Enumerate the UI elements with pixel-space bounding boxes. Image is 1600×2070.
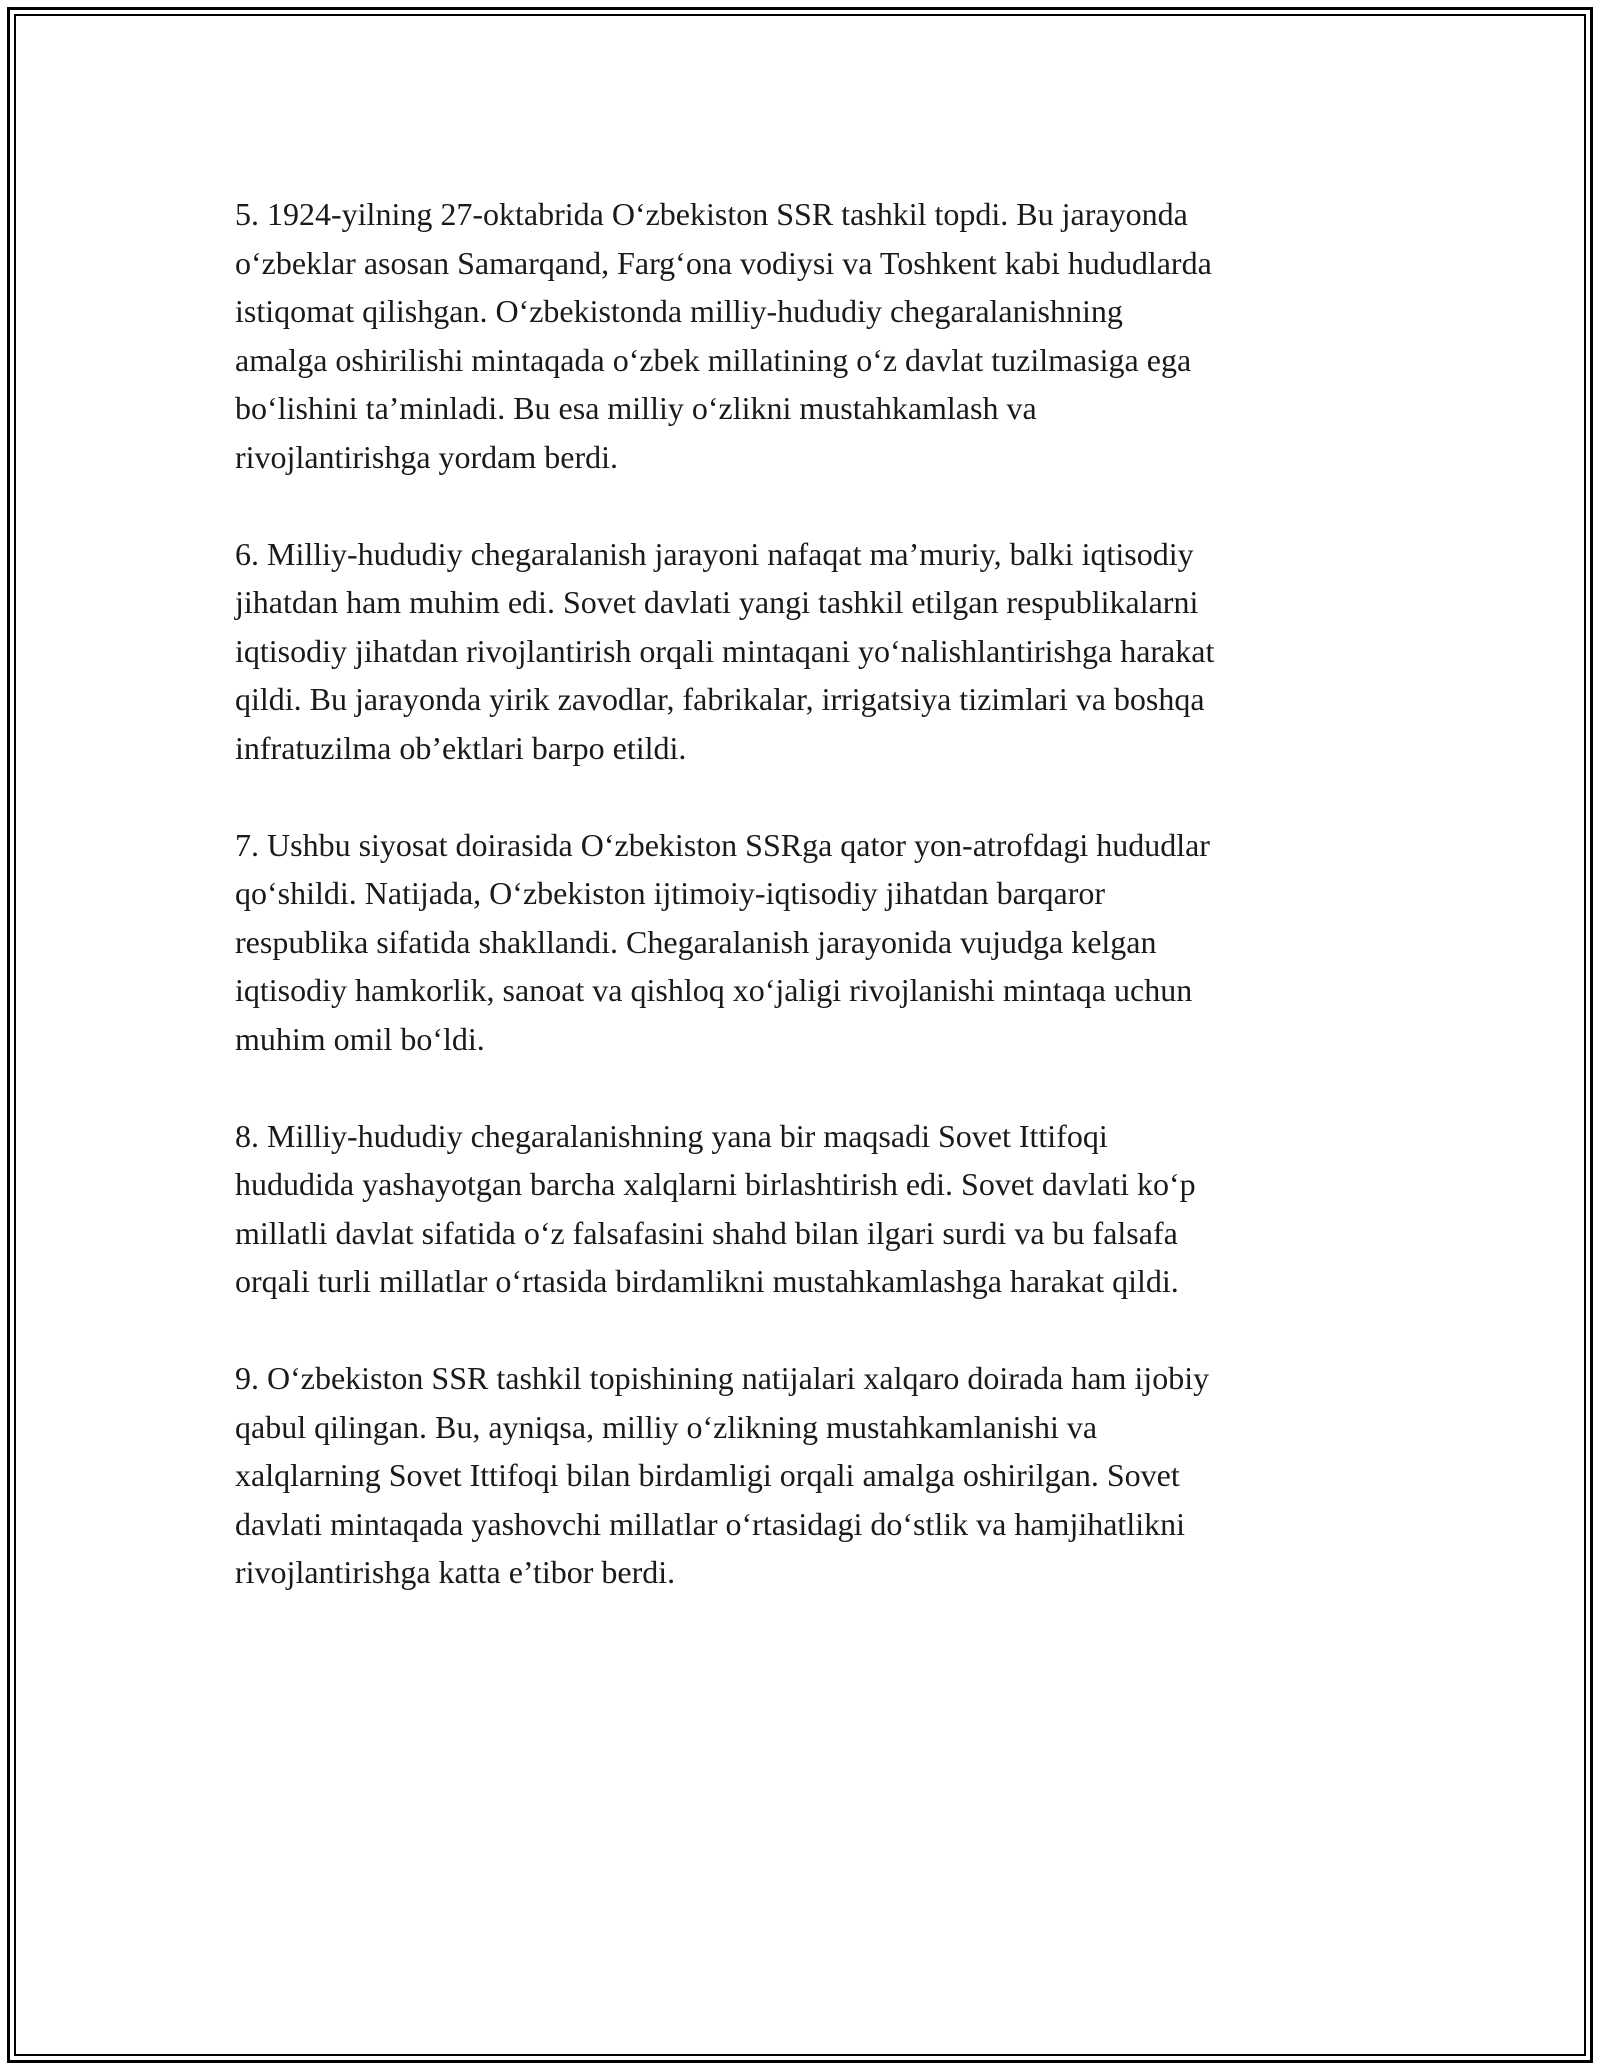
paragraph-9: 9. O‘zbekiston SSR tashkil topishining natijalari xalqaro doirada ham ijobiy qabul qilingan. Bu, ayniqsa, milliy o‘zlikning mustahkamlanishi va xalqlarning Sovet Ittifoqi bilan birdamligi orqali amalga oshirilgan. Sovet davlati mintaqada yashovchi millatlar o‘rtasidagi do‘stlik va hamjihatlikni rivojlantirishga katta e’tibor berdi. [235, 1360, 1210, 1590]
document-body [235, 190, 1365, 1597]
paragraph-8: 8. Milliy-hududiy chegaralanishning yana bir maqsadi Sovet Ittifoqi hududida yashayotgan barcha xalqlarni birlashtirish edi. Sovet davlati ko‘p millatli davlat sifatida o‘z falsafasini shahd bilan ilgari surdi va bu falsafa orqali turli millatlar o‘rtasida birdamlikni mustahkamlashga harakat qildi. [235, 1117, 1196, 1299]
paragraph-7: 7. Ushbu siyosat doirasida O‘zbekiston SSRga qator yon-atrofdagi hududlar qo‘shildi. Natijada, O‘zbekiston ijtimoiy-iqtisodiy jihatdan barqaror respublika sifatida shakllandi. Chegaralanish jarayonida vujudga kelgan iqtisodiy hamkorlik, sanoat va qishloq xo‘jaligi rivojlanishi mintaqa uchun muhim omil bo‘ldi. [235, 826, 1210, 1057]
paragraph-5: 5. 1924-yilning 27-oktabrida O‘zbekiston SSR tashkil topdi. Bu jarayonda o‘zbeklar asosan Samarqand, Farg‘ona vodiysi va Toshkent kabi hududlarda istiqomat qilishgan. O‘zbekistonda milliy-hududiy chegaralanishning amalga oshirilishi mintaqada o‘zbek millatining o‘z davlat tuzilmasiga ega bo‘lishini ta’minladi. Bu esa milliy o‘zlikni mustahkamlash va rivojlantirishga yordam berdi. [235, 196, 1212, 475]
paragraph-6: 6. Milliy-hududiy chegaralanish jarayoni nafaqat ma’muriy, balki iqtisodiy jihatdan ham muhim edi. Sovet davlati yangi tashkil etilgan respublikalarni iqtisodiy jihatdan rivojlantirish orqali mintaqani yo‘nalishlantirishga harakat qildi. Bu jarayonda yirik zavodlar, fabrikalar, irrigatsiya tizimlari va boshqa infratuzilma ob’ektlari barpo etildi. [235, 535, 1215, 766]
